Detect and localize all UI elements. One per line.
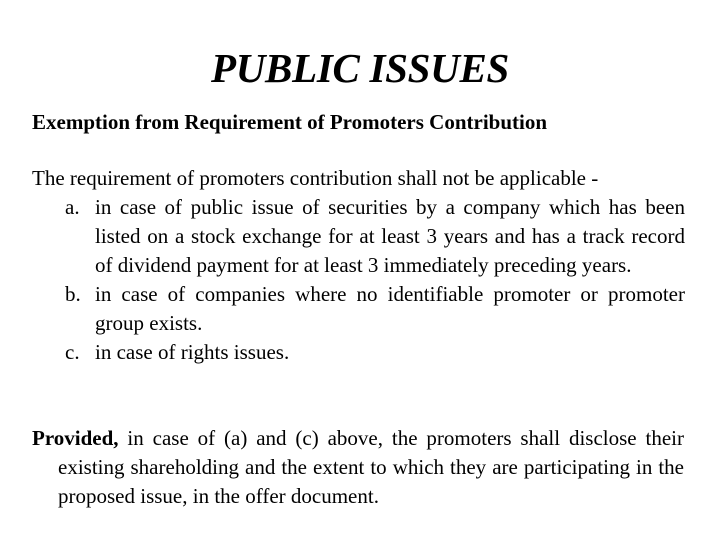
exemption-list (65, 193, 685, 367)
list-item-text: in case of public issue of securities by a company which has been listed on a stock exchange for at least 3 years and has a track record of dividend payment for at least 3 immediately preceding years. (95, 195, 685, 277)
slide-title: PUBLIC ISSUES (210, 45, 509, 91)
list-item-a (65, 193, 685, 280)
list-item-c (65, 338, 685, 367)
proviso-paragraph (32, 424, 684, 511)
list-marker: a. (65, 195, 80, 219)
list-marker: c. (65, 340, 80, 364)
section-heading: Exemption from Requirement of Promoters Contribution (32, 110, 548, 134)
list-marker: b. (65, 282, 81, 306)
list-item-text: in case of rights issues. (95, 340, 290, 364)
list-item-text: in case of companies where no identifiable promoter or promoter group exists. (95, 282, 685, 335)
intro-paragraph: The requirement of promoters contribution shall not be applicable - (32, 166, 599, 190)
proviso-lead: Provided, (32, 426, 119, 450)
list-item-b (65, 280, 685, 338)
proviso-text: in case of (a) and (c) above, the promoters shall disclose their existing shareholding and the extent to which they are participating in the proposed issue, in the offer document. (58, 426, 684, 508)
